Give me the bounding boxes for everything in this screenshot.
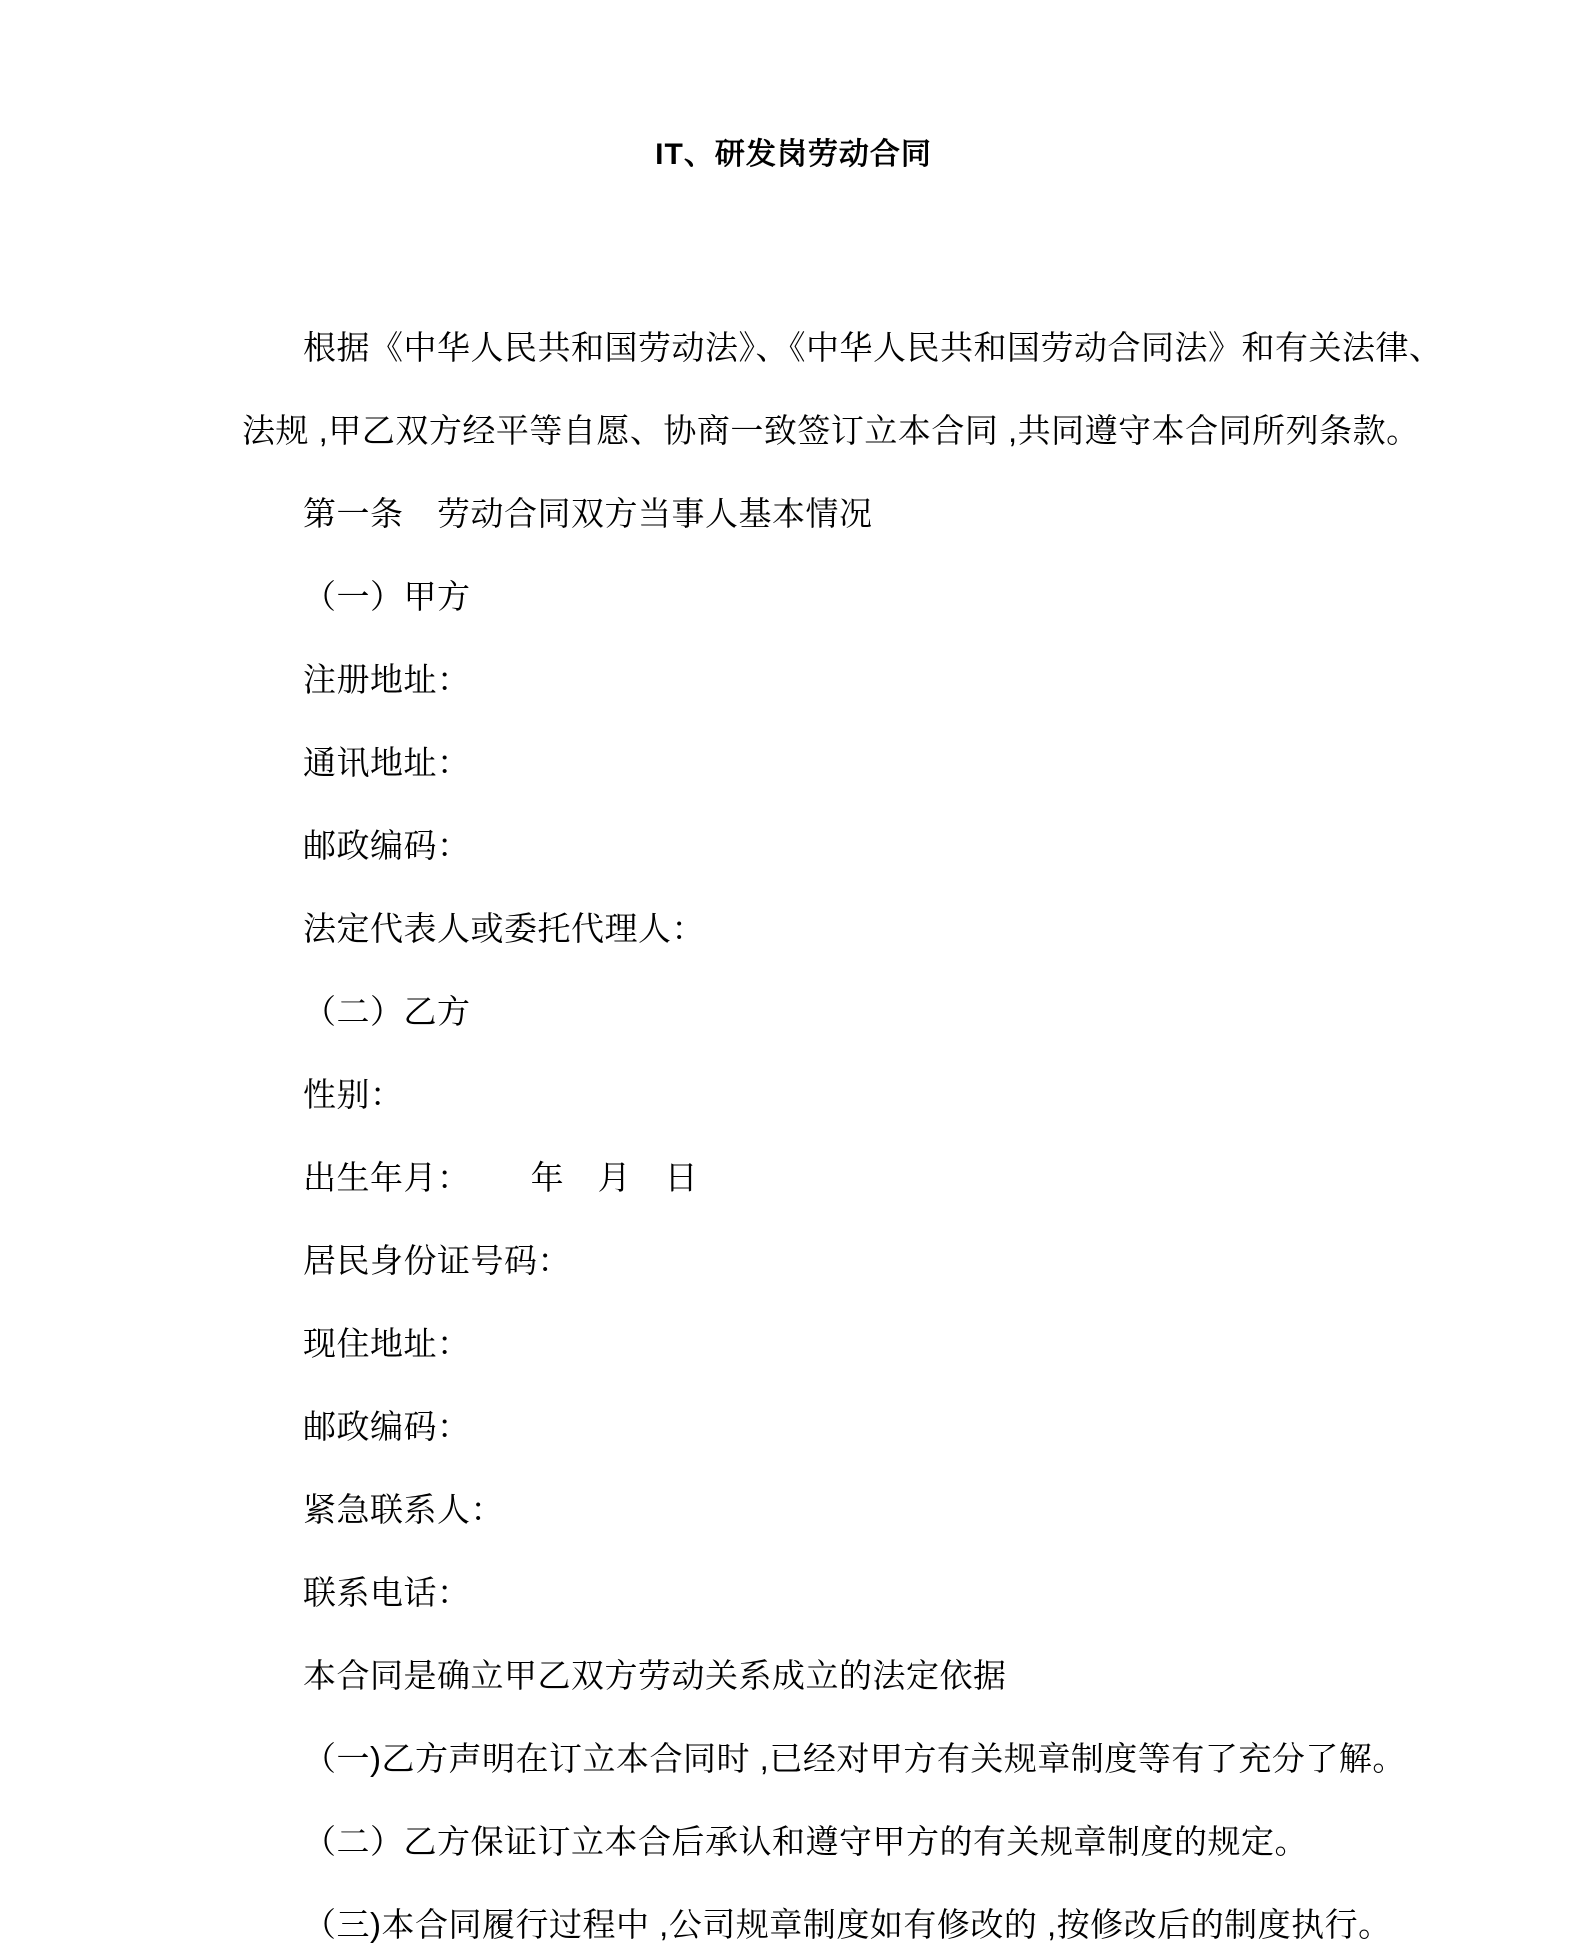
intro-line-2: 法规 ,甲乙双方经平等自愿、协商一致签订立本合同 ,共同遵守本合同所列条款。 [242, 412, 1420, 449]
field-birth-date: 出生年月： 年 月 日 [303, 1159, 699, 1196]
field-mailing-address: 通讯地址： [303, 744, 471, 781]
field-id-number: 居民身份证号码： [303, 1242, 571, 1279]
field-registered-address: 注册地址： [303, 661, 471, 698]
clause-item-1: （一)乙方声明在订立本合同时 ,已经对甲方有关规章制度等有了充分了解。 [303, 1740, 1406, 1777]
clause-item-3: （三)本合同履行过程中 ,公司规章制度如有修改的 ,按修改后的制度执行。 [303, 1906, 1392, 1943]
party-b-heading: （二）乙方 [303, 993, 471, 1030]
field-emergency-contact: 紧急联系人： [303, 1491, 504, 1528]
intro-line-1: 根据《中华人民共和国劳动法》、《中华人民共和国劳动合同法》和有关法律、 [303, 329, 1443, 366]
article-1-heading: 第一条 劳动合同双方当事人基本情况 [303, 495, 873, 532]
document-title: IT、研发岗劳动合同 [655, 138, 932, 171]
field-legal-representative: 法定代表人或委托代理人： [303, 910, 705, 947]
field-contact-phone: 联系电话： [303, 1574, 471, 1611]
field-current-address: 现住地址： [303, 1325, 471, 1362]
legal-basis-statement: 本合同是确立甲乙双方劳动关系成立的法定依据 [303, 1657, 1007, 1694]
party-a-heading: （一）甲方 [303, 578, 471, 615]
clause-item-2: （二）乙方保证订立本合后承认和遵守甲方的有关规章制度的规定。 [303, 1823, 1308, 1860]
field-postal-code-a: 邮政编码： [303, 827, 471, 864]
field-postal-code-b: 邮政编码： [303, 1408, 471, 1445]
contract-body [242, 306, 1442, 1945]
field-gender: 性别： [303, 1076, 404, 1113]
